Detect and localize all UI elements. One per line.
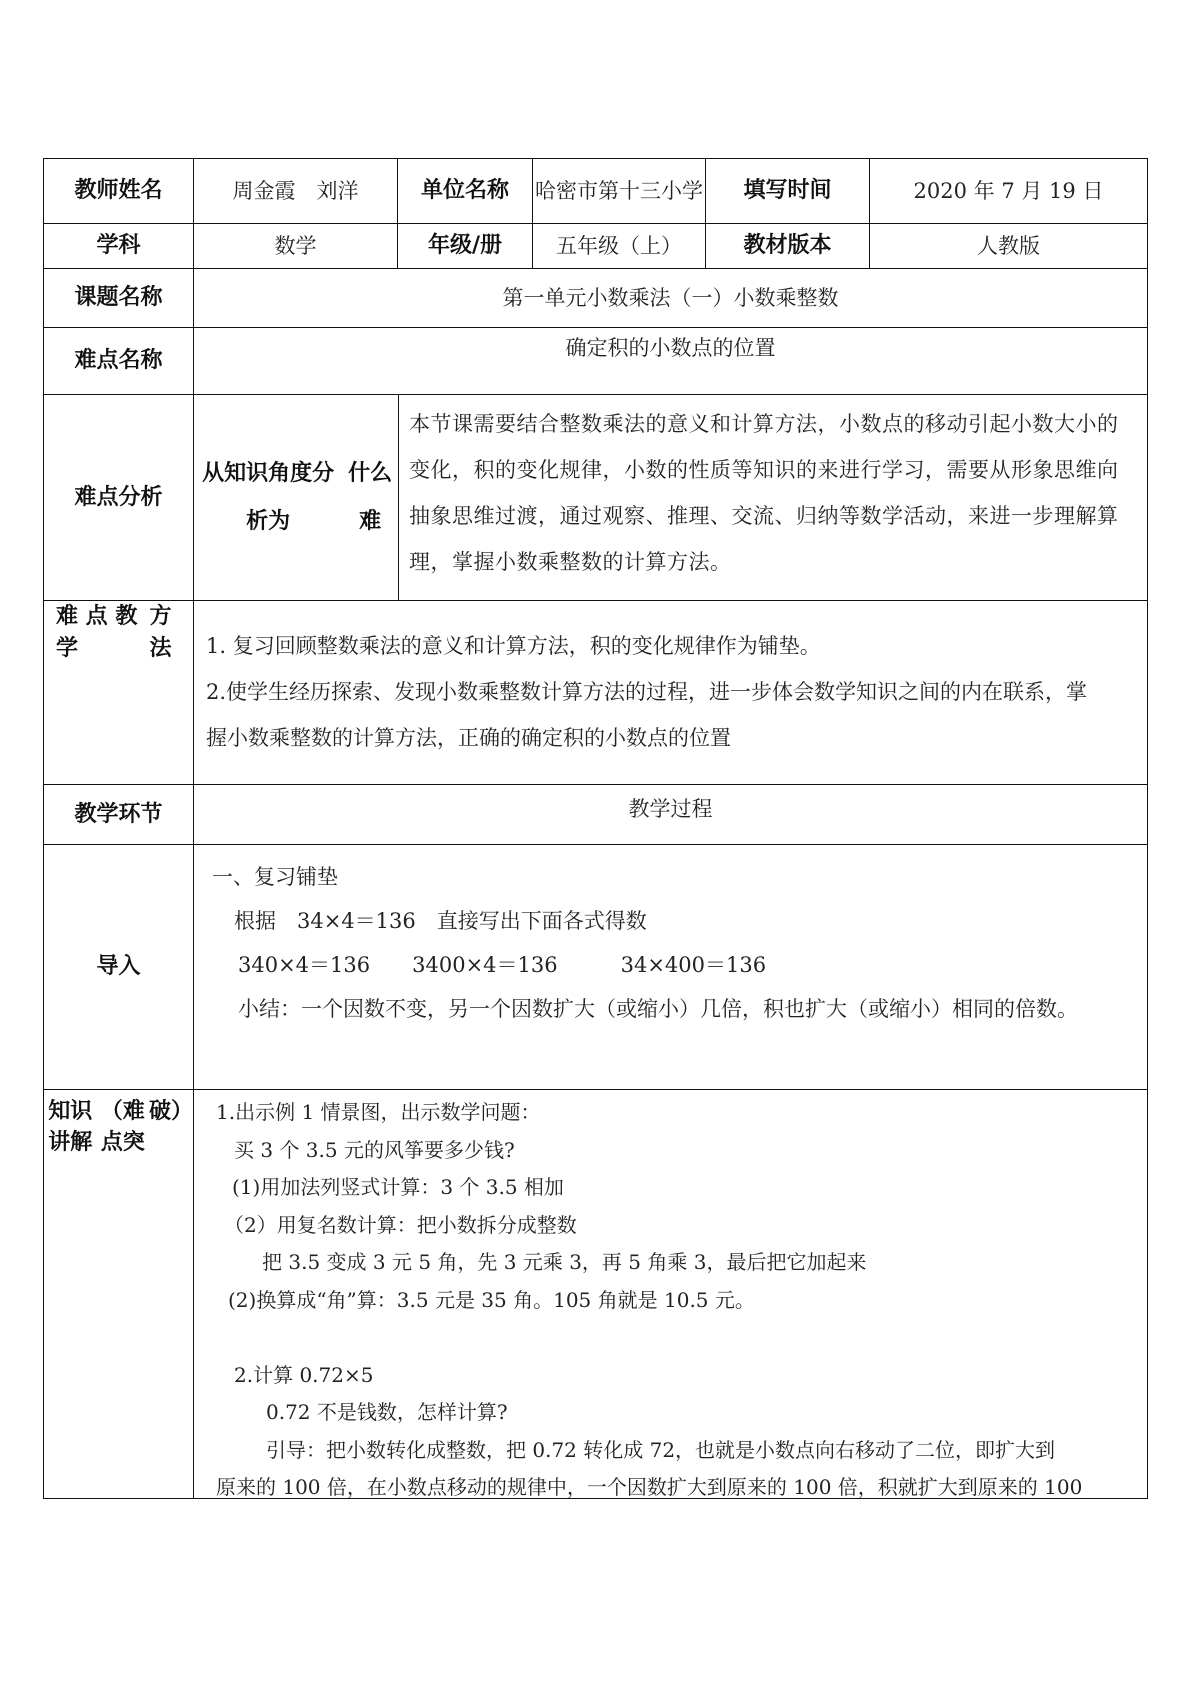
teaching-process-header: 教学过程 (193, 784, 1148, 845)
intro-line-1: 一、复习铺垫 (212, 865, 338, 889)
analysis-sub-label (193, 394, 399, 601)
intro-line-2: 根据 34×4＝136 直接写出下面各式得数 (234, 909, 647, 933)
teaching-stage-label: 教学环节 (43, 784, 194, 845)
edition-value: 人教版 (869, 223, 1148, 269)
intro-content (193, 844, 1148, 1090)
edition-label: 教材版本 (705, 223, 870, 269)
unit-name-value (532, 158, 706, 224)
method-line-2: 2.使学生经历探索、发现小数乘整数计算方法的过程，进一步体会数学知识之间的内在联系，掌 (206, 680, 1088, 704)
knowledge-line-8: 0.72 不是钱数，怎样计算? (266, 1400, 508, 1424)
analysis-sub-label-line1: 从知识角度分析为 (202, 460, 335, 534)
knowledge-line-10: 原来的 100 倍，在小数点移动的规律中，一个因数扩大到原来的 100 倍，积就扩大到原来的 100 (216, 1475, 1083, 1499)
analysis-sub-label-line2: 什么难 (348, 460, 393, 534)
knowledge-label-line2: （难点突 (100, 1099, 145, 1155)
topic-label: 课题名称 (43, 268, 194, 328)
unit-name-label: 单位名称 (397, 158, 533, 224)
knowledge-line-5: 把 3.5 变成 3 元 5 角，先 3 元乘 3，再 5 角乘 3，最后把它加起来 (262, 1250, 867, 1274)
method-label (43, 600, 194, 785)
knowledge-line-9: 引导：把小数转化成整数，把 0.72 转化成 72，也就是小数点向右移动了二位，即扩大到 (266, 1437, 1056, 1462)
analysis-text: 本节课需要结合整数乘法的意义和计算方法，小数点的移动引起小数大小的变化，积的变化规律，小数的性质等知识的来进行学习，需要从形象思维向抽象思维过渡，通过观察、推理、交流、归纳等数学活动，来进一步理解算理，掌握小数乘整数的计算方法。 (398, 394, 1148, 601)
analysis-label: 难点分析 (43, 394, 194, 601)
difficulty-label: 难点名称 (43, 327, 194, 395)
intro-line-3: 340×4＝136 3400×4＝136 34×400＝136 (238, 953, 767, 977)
method-label-line1: 难 点 教 学 (56, 604, 138, 661)
fill-date-label: 填写时间 (705, 158, 870, 224)
knowledge-content (193, 1089, 1148, 1499)
teacher-name-label: 教师姓名 (43, 158, 194, 224)
subject-value: 数学 (193, 223, 398, 269)
intro-line-4: 小结：一个因数不变，另一个因数扩大（或缩小）几倍，积也扩大（或缩小）相同的倍数。 (238, 997, 1078, 1021)
method-line-3: 握小数乘整数的计算方法，正确的确定积的小数点的位置 (206, 726, 731, 750)
grade-value: 五年级（上） (532, 223, 706, 269)
method-line-1: 1. 复习回顾整数乘法的意义和计算方法，积的变化规律作为铺垫。 (206, 634, 821, 658)
knowledge-line-2: 买 3 个 3.5 元的风筝要多少钱? (234, 1137, 515, 1162)
teacher-name-value: 周金霞 刘洋 (193, 158, 398, 224)
grade-label: 年级/册 (397, 223, 533, 269)
unit-name-line1: 哈密市第十三小 (535, 178, 682, 203)
knowledge-label-line1: 知识讲解 (48, 1099, 93, 1155)
unit-name-line2: 学 (682, 178, 703, 203)
knowledge-line-7: 2.计算 0.72×5 (234, 1362, 374, 1387)
topic-value: 第一单元小数乘法（一）小数乘整数 (193, 268, 1148, 328)
knowledge-line-1: 1.出示例 1 情景图，出示数学问题： (216, 1100, 541, 1124)
knowledge-line-3: (1)用加法列竖式计算：3 个 3.5 相加 (232, 1175, 564, 1199)
difficulty-value: 确定积的小数点的位置 (193, 327, 1148, 395)
fill-date-value: 2020 年 7 月 19 日 (869, 158, 1148, 224)
knowledge-line-4: （2）用复名数计算：把小数拆分成整数 (224, 1212, 577, 1237)
knowledge-label-line3: 破） (148, 1099, 193, 1124)
knowledge-label (43, 1089, 194, 1499)
knowledge-blank-line (216, 1319, 1139, 1357)
method-text (193, 600, 1148, 785)
subject-label: 学科 (43, 223, 194, 269)
method-label-line2: 方 法 (149, 604, 172, 661)
knowledge-line-6: (2)换算成“角”算：3.5 元是 35 角。105 角就是 10.5 元。 (228, 1287, 755, 1312)
intro-label: 导入 (43, 844, 194, 1090)
